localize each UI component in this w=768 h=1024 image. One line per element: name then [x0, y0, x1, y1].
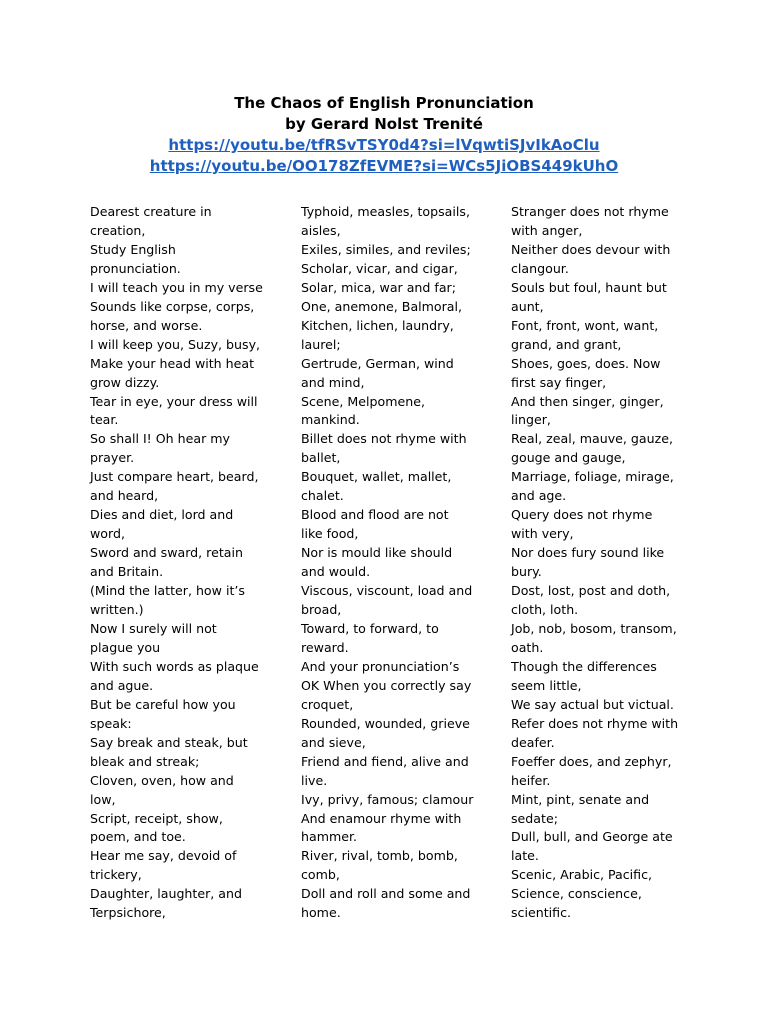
poem-line: Stranger does not rhyme — [511, 204, 669, 219]
poem-line: Cloven, oven, how and — [90, 772, 234, 788]
poem-line: horse, and worse. — [90, 317, 203, 333]
poem-line: Tear in eye, your dress will — [90, 393, 258, 409]
poem-line: Study English — [90, 241, 176, 257]
poem-line: and heard, — [90, 488, 159, 504]
poem-line: Refer does not rhyme with — [511, 715, 679, 731]
document-author: by Gerard Nolst Trenité — [285, 115, 483, 133]
poem-line: Neither does devour with — [511, 241, 671, 257]
poem-line: scientific. — [511, 905, 572, 921]
poem-line: Science, conscience, — [511, 886, 642, 902]
poem-line: Sounds like corpse, corps, — [90, 298, 255, 314]
poem-line: Souls but foul, haunt but — [511, 279, 667, 295]
poem-line: laurel; — [301, 336, 341, 352]
poem-line: With such words as plaque — [90, 658, 259, 674]
poem-line: late. — [511, 848, 539, 864]
poem-line: Shoes, goes, does. Now — [511, 355, 661, 371]
poem-line: and sieve, — [301, 734, 366, 750]
poem-line: Daughter, laughter, and — [90, 886, 242, 902]
poem-line: clangour. — [511, 260, 569, 276]
poem-line: I will keep you, Suzy, busy, — [90, 336, 261, 352]
poem-line: croquet, — [301, 696, 354, 712]
poem-line: creation, — [90, 222, 146, 238]
poem-line: River, rival, tomb, bomb, — [301, 848, 458, 864]
poem-line: speak: — [90, 715, 132, 731]
poem-line: Script, receipt, show, — [90, 810, 223, 826]
poem-line: Nor is mould like should — [301, 545, 453, 561]
poem-line: home. — [301, 905, 341, 921]
poem-line: Solar, mica, war and far; — [301, 279, 456, 295]
poem-line: Typhoid, measles, topsails, — [301, 204, 470, 219]
poem-line: like food, — [301, 526, 359, 542]
poem-line: written.) — [90, 602, 144, 618]
poem-line: and Britain. — [90, 564, 164, 580]
poem-line: plague you — [90, 639, 161, 655]
poem-line: Rounded, wounded, grieve — [301, 715, 470, 731]
poem-line: Now I surely will not — [90, 620, 217, 636]
poem-line: reward. — [301, 639, 349, 655]
poem-line: Friend and fiend, alive and — [301, 753, 469, 769]
poem-line: and mind, — [301, 374, 365, 390]
poem-line: broad, — [301, 602, 342, 618]
poem-line: hammer. — [301, 829, 358, 845]
poem-line: poem, and toe. — [90, 829, 186, 845]
poem-line: Gertrude, German, wind — [301, 355, 454, 371]
poem-line: prayer. — [90, 450, 135, 466]
poem-line: linger, — [511, 412, 551, 428]
poem-columns — [90, 203, 690, 933]
poem-line: sedate; — [511, 810, 558, 826]
youtube-link-2[interactable]: https://youtu.be/OO178ZfEVME?si=WCs5JiOBS449kUhO — [149, 157, 619, 175]
poem-line: comb, — [301, 867, 340, 883]
poem-line: pronunciation. — [90, 260, 181, 276]
poem-line: Kitchen, lichen, laundry, — [301, 317, 454, 333]
document-header — [0, 93, 768, 177]
poem-line: and age. — [511, 488, 567, 504]
poem-line: chalet. — [301, 488, 344, 504]
poem-line: mankind. — [301, 412, 360, 428]
poem-column-2 — [301, 203, 474, 923]
poem-line: Dull, bull, and George ate — [511, 829, 673, 845]
poem-line: Nor does fury sound like — [511, 545, 665, 561]
poem-line: oath. — [511, 639, 544, 655]
poem-line: live. — [301, 772, 328, 788]
poem-line: Scene, Melpomene, — [301, 393, 425, 409]
poem-line: grow dizzy. — [90, 374, 160, 390]
poem-line: low, — [90, 791, 116, 807]
poem-line: Viscous, viscount, load and — [301, 583, 473, 599]
poem-line: Though the differences — [511, 658, 657, 674]
poem-line: first say finger, — [511, 374, 607, 390]
poem-line: grand, and grant, — [511, 336, 622, 352]
poem-line: We say actual but victual. — [511, 696, 674, 712]
poem-line: and ague. — [90, 677, 154, 693]
poem-line: OK When you correctly say — [301, 677, 472, 693]
poem-line: with anger, — [511, 222, 583, 238]
poem-line: aisles, — [301, 222, 341, 238]
poem-line: (Mind the latter, how it’s — [90, 583, 245, 599]
poem-line: Real, zeal, mauve, gauze, — [511, 431, 673, 447]
poem-line: Blood and flood are not — [301, 507, 449, 523]
poem-line: Dearest creature in — [90, 204, 212, 219]
poem-line: I will teach you in my verse — [90, 279, 263, 295]
poem-column-3 — [511, 203, 679, 923]
poem-line: And then singer, ginger, — [511, 393, 664, 409]
poem-line: Scholar, vicar, and cigar, — [301, 260, 458, 276]
poem-line: Mint, pint, senate and — [511, 791, 650, 807]
poem-line: Marriage, foliage, mirage, — [511, 469, 674, 485]
poem-line: Hear me say, devoid of — [90, 848, 237, 864]
document-title: The Chaos of English Pronunciation — [234, 94, 534, 112]
poem-line: Ivy, privy, famous; clamour — [301, 791, 474, 807]
poem-line: Exiles, similes, and reviles; — [301, 241, 471, 257]
poem-line: But be careful how you — [90, 696, 236, 712]
poem-line: aunt, — [511, 298, 544, 314]
poem-line: and would. — [301, 564, 371, 580]
poem-line: with very, — [511, 526, 574, 542]
poem-line: Terpsichore, — [90, 905, 166, 921]
poem-line: trickery, — [90, 867, 142, 883]
poem-line: Dies and diet, lord and — [90, 507, 234, 523]
poem-line: Doll and roll and some and — [301, 886, 471, 902]
poem-line: Scenic, Arabic, Pacific, — [511, 867, 653, 883]
poem-line: Bouquet, wallet, mallet, — [301, 469, 452, 485]
poem-line: cloth, loth. — [511, 602, 579, 618]
poem-line: So shall I! Oh hear my — [90, 431, 230, 447]
poem-line: gouge and gauge, — [511, 450, 626, 466]
poem-line: ballet, — [301, 450, 341, 466]
poem-line: bleak and streak; — [90, 753, 200, 769]
poem-line: Font, front, wont, want, — [511, 317, 659, 333]
poem-line: bury. — [511, 564, 542, 580]
poem-line: Foeffer does, and zephyr, — [511, 753, 672, 769]
poem-line: Just compare heart, beard, — [90, 469, 259, 485]
poem-line: heifer. — [511, 772, 551, 788]
poem-line: Job, nob, bosom, transom, — [511, 620, 677, 636]
poem-line: And enamour rhyme with — [301, 810, 462, 826]
poem-line: seem little, — [511, 677, 582, 693]
poem-line: Sword and sward, retain — [90, 545, 243, 561]
poem-line: Billet does not rhyme with — [301, 431, 467, 447]
poem-column-1 — [90, 203, 263, 923]
poem-line: Say break and steak, but — [90, 734, 248, 750]
poem-line: deafer. — [511, 734, 555, 750]
poem-line: Make your head with heat — [90, 355, 255, 371]
poem-line: Query does not rhyme — [511, 507, 653, 523]
poem-line: tear. — [90, 412, 119, 428]
youtube-link-1[interactable]: https://youtu.be/tfRSvTSY0d4?si=lVqwtiSJvIkAoClu — [168, 136, 600, 154]
poem-line: And your pronunciation’s — [301, 658, 460, 674]
poem-line: Toward, to forward, to — [301, 620, 439, 636]
poem-line: Dost, lost, post and doth, — [511, 583, 671, 599]
poem-line: word, — [90, 526, 125, 542]
poem-line: One, anemone, Balmoral, — [301, 298, 463, 314]
